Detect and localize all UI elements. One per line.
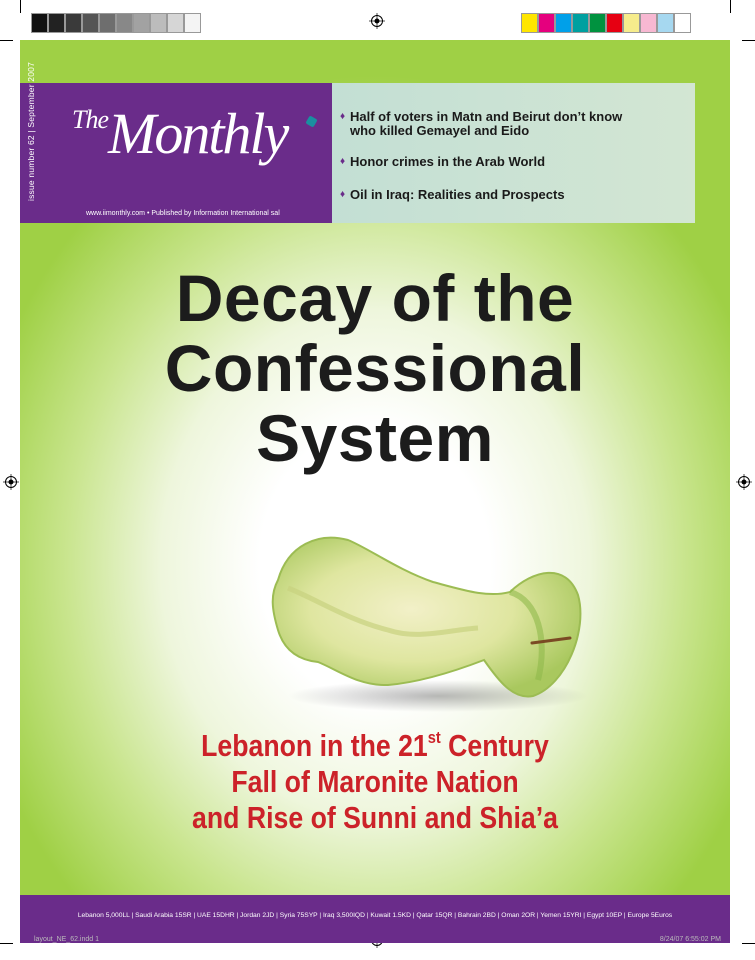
diamond-bullet-icon: ♦: [340, 189, 346, 200]
registration-mark-left-icon: [3, 474, 19, 490]
cmyk-swatch: [538, 13, 555, 33]
cover-subtitle: [70, 728, 681, 836]
apple-core-image: [248, 510, 598, 720]
crop-mark: [0, 943, 13, 944]
subtitle-line: and Rise of Sunni and Shia’a: [192, 800, 558, 835]
gray-swatch: [48, 13, 65, 33]
cmyk-color-bar: [521, 13, 691, 33]
cmyk-swatch: [572, 13, 589, 33]
cover-title: [20, 263, 730, 473]
gray-swatch: [82, 13, 99, 33]
slug-filename: layout_NE_62.indd 1: [34, 936, 99, 943]
headline-text: Oil in Iraq: Realities and Prospects: [350, 187, 565, 202]
cmyk-swatch: [623, 13, 640, 33]
gray-swatch: [167, 13, 184, 33]
diamond-bullet-icon: ♦: [340, 156, 346, 167]
price-list: Lebanon 5,000LL | Saudi Arabia 15SR | UAE 15DHR | Jordan 2JD | Syria 75SYP | Iraq 3,500IQD | Kuwait 1.5KD | Qatar 15QR | Bahrain 2BD | Oman 2OR | Yemen 15YRI | Egypt 10EP | Europe 5Euros: [77, 912, 673, 919]
headline-text: who killed Gemayel and Eido: [350, 123, 530, 138]
diamond-bullet-icon: ♦: [340, 111, 346, 122]
headline-item: [340, 155, 545, 169]
gray-swatch: [31, 13, 48, 33]
gray-swatch: [65, 13, 82, 33]
logo-the: The: [72, 105, 108, 134]
publisher-line: www.iimonthly.com • Published by Information International sal: [86, 210, 280, 217]
logo-monthly: Monthly: [108, 101, 288, 166]
gray-swatch: [150, 13, 167, 33]
logo-accent-icon: [305, 115, 317, 127]
magazine-cover: [20, 40, 730, 943]
gray-swatch: [116, 13, 133, 33]
cover-title-line: Confessional: [164, 331, 586, 405]
subtitle-superscript: st: [427, 728, 441, 747]
subtitle-text: Century: [440, 728, 549, 763]
logo: [72, 101, 288, 166]
cover-title-line: Decay of the: [175, 261, 575, 335]
issue-number: issue number 62 | September 2007: [26, 61, 36, 201]
crop-mark: [742, 943, 755, 944]
crop-mark: [730, 0, 731, 13]
registration-mark-right-icon: [736, 474, 752, 490]
cmyk-swatch: [606, 13, 623, 33]
price-bar: [20, 895, 730, 943]
headline-text: Half of voters in Matn and Beirut don’t know: [350, 109, 623, 124]
headline-item: [340, 188, 565, 202]
grayscale-color-bar: [31, 13, 201, 33]
gray-swatch: [99, 13, 116, 33]
registration-mark-top-icon: [369, 13, 385, 29]
headline-text: Honor crimes in the Arab World: [350, 154, 546, 169]
cmyk-swatch: [674, 13, 691, 33]
crop-mark: [742, 40, 755, 41]
gray-swatch: [184, 13, 201, 33]
headlines-panel: [332, 83, 695, 223]
crop-mark: [0, 40, 13, 41]
crop-mark: [20, 0, 21, 13]
cmyk-swatch: [521, 13, 538, 33]
subtitle-line: Fall of Maronite Nation: [231, 764, 519, 799]
slug-timestamp: 8/24/07 6:55:02 PM: [659, 936, 721, 943]
cmyk-swatch: [657, 13, 674, 33]
subtitle-line: [70, 728, 681, 764]
gray-swatch: [133, 13, 150, 33]
cmyk-swatch: [555, 13, 572, 33]
headline-item: [340, 110, 622, 138]
subtitle-text: Lebanon in the 21: [201, 728, 428, 763]
cmyk-swatch: [640, 13, 657, 33]
cover-title-line: System: [256, 401, 494, 475]
masthead: [20, 61, 332, 223]
cmyk-swatch: [589, 13, 606, 33]
